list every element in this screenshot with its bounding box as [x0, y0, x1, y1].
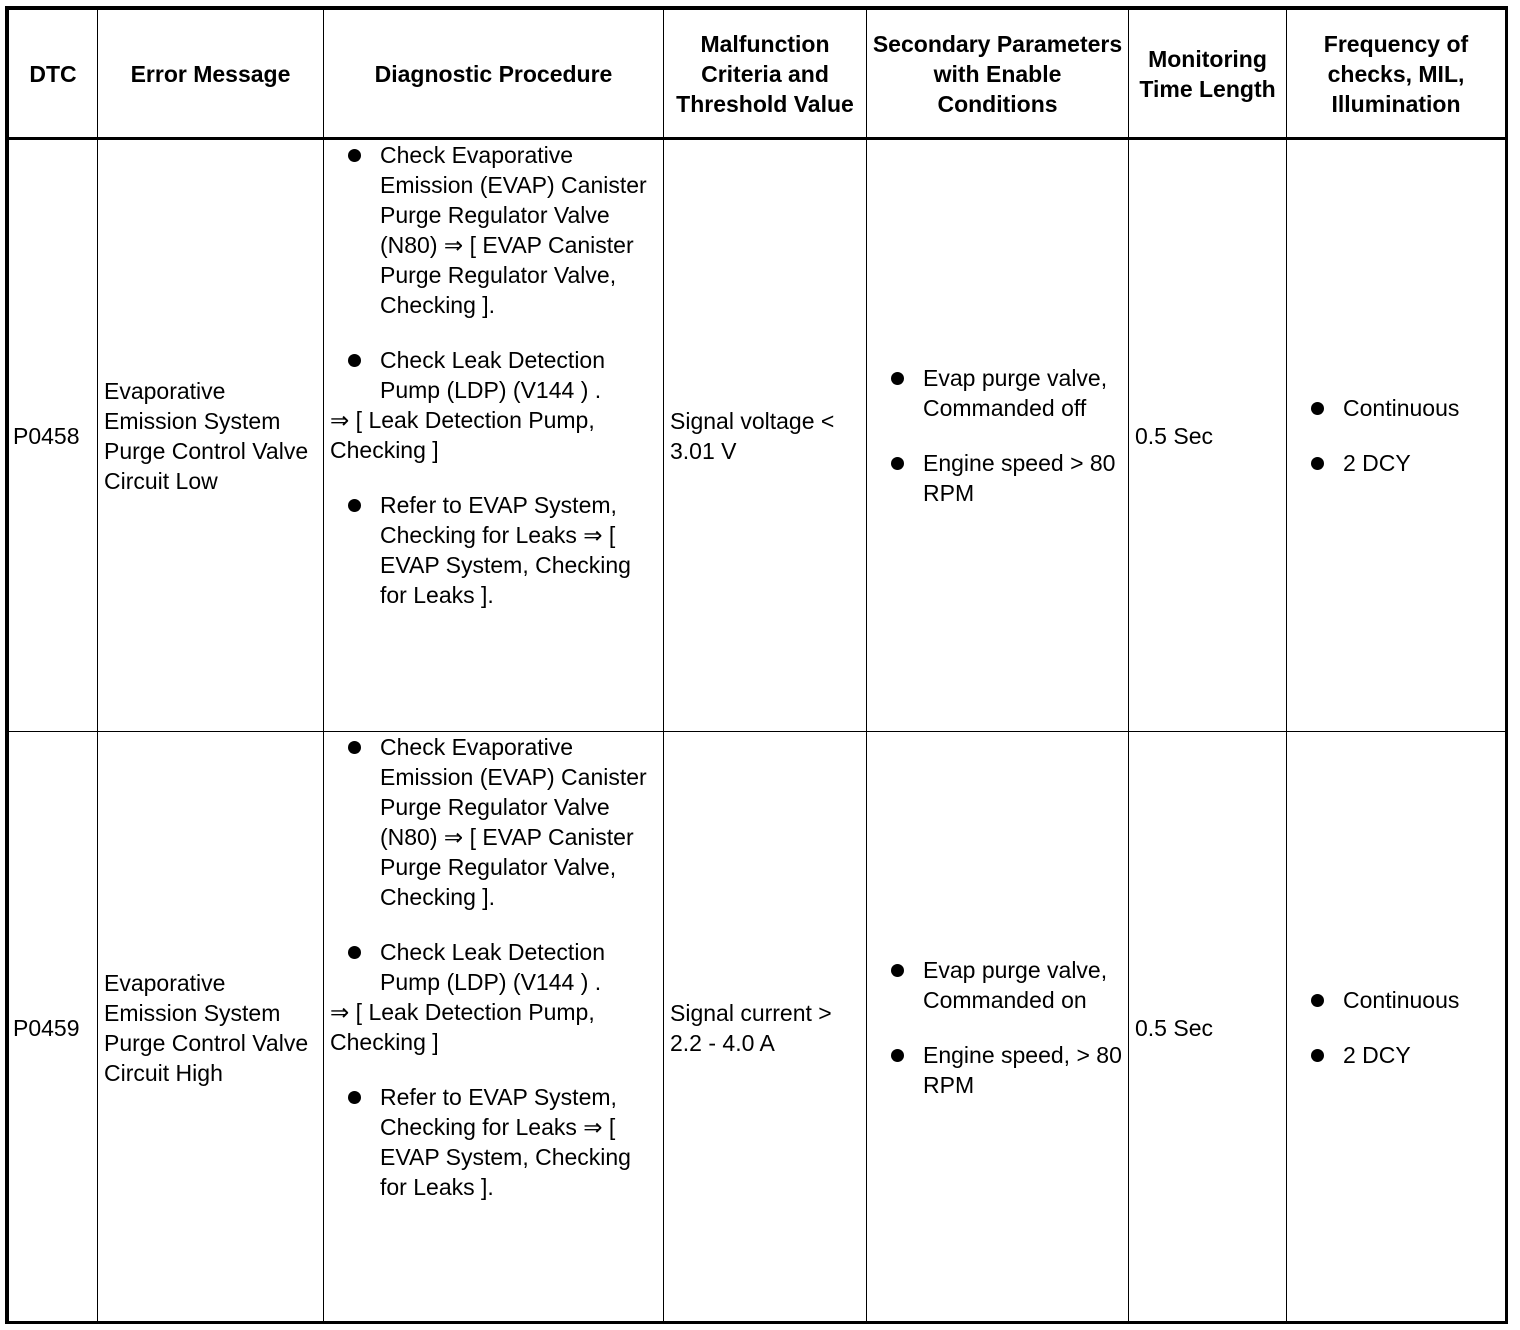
- dtc-code: P0459: [9, 732, 98, 1324]
- procedure-step: Refer to EVAP System, Checking for Leaks ⇒ [ EVAP System, Checking for Leaks ].: [330, 1082, 659, 1202]
- frequency-item: Continuous: [1293, 393, 1501, 423]
- secondary-parameters: [867, 139, 1129, 732]
- secondary-parameters: [867, 732, 1129, 1324]
- procedure-step: Check Evaporative Emission (EVAP) Canister Purge Regulator Valve (N80) ⇒ [ EVAP Canister Purge Regulator Valve, Checking ].: [330, 140, 659, 320]
- procedure-steps: [330, 1082, 659, 1202]
- malfunction-criteria: Signal voltage < 3.01 V: [664, 139, 867, 732]
- dtc-table: [8, 9, 1506, 1324]
- header-error-message: Error Message: [98, 10, 324, 139]
- frequency: [1287, 732, 1506, 1324]
- secondary-item: Evap purge valve, Commanded on: [873, 955, 1124, 1015]
- procedure-steps: [330, 490, 659, 610]
- procedure-steps: [330, 732, 659, 997]
- secondary-item: Engine speed > 80 RPM: [873, 448, 1124, 508]
- procedure-step: Refer to EVAP System, Checking for Leaks ⇒ [ EVAP System, Checking for Leaks ].: [330, 490, 659, 610]
- secondary-item: Evap purge valve, Commanded off: [873, 363, 1124, 423]
- secondary-list: [873, 363, 1124, 508]
- diagnostic-procedure: [324, 139, 664, 732]
- frequency-item: 2 DCY: [1293, 448, 1501, 478]
- header-frequency: Frequency of checks, MIL, Illumination: [1287, 10, 1506, 139]
- monitoring-time: 0.5 Sec: [1129, 732, 1287, 1324]
- header-malfunction-criteria: Malfunction Criteria and Threshold Value: [664, 10, 867, 139]
- monitoring-time: 0.5 Sec: [1129, 139, 1287, 732]
- error-message: Evaporative Emission System Purge Control Valve Circuit Low: [98, 139, 324, 732]
- malfunction-criteria: Signal current > 2.2 - 4.0 A: [664, 732, 867, 1324]
- diagnostic-procedure: [324, 732, 664, 1324]
- frequency-list: [1293, 985, 1501, 1070]
- procedure-step: Check Leak Detection Pump (LDP) (V144 ) .: [330, 937, 659, 997]
- procedure-reference: ⇒ [ Leak Detection Pump, Checking ]: [330, 999, 595, 1055]
- secondary-list: [873, 955, 1124, 1100]
- procedure-steps: [330, 140, 659, 405]
- frequency-list: [1293, 393, 1501, 478]
- dtc-code: P0458: [9, 139, 98, 732]
- procedure-step: Check Evaporative Emission (EVAP) Canister Purge Regulator Valve (N80) ⇒ [ EVAP Canister Purge Regulator Valve, Checking ].: [330, 732, 659, 912]
- frequency-item: Continuous: [1293, 985, 1501, 1015]
- header-monitoring-time: Monitoring Time Length: [1129, 10, 1287, 139]
- table-row: [9, 139, 1506, 732]
- procedure-reference: ⇒ [ Leak Detection Pump, Checking ]: [330, 407, 595, 463]
- table-row: [9, 732, 1506, 1324]
- header-dtc: DTC: [9, 10, 98, 139]
- header-secondary-parameters: Secondary Parameters with Enable Conditions: [867, 10, 1129, 139]
- frequency: [1287, 139, 1506, 732]
- header-row: [9, 10, 1506, 139]
- error-message: Evaporative Emission System Purge Control Valve Circuit High: [98, 732, 324, 1324]
- header-diagnostic-procedure: Diagnostic Procedure: [324, 10, 664, 139]
- secondary-item: Engine speed, > 80 RPM: [873, 1040, 1124, 1100]
- frequency-item: 2 DCY: [1293, 1040, 1501, 1070]
- procedure-step: Check Leak Detection Pump (LDP) (V144 ) .: [330, 345, 659, 405]
